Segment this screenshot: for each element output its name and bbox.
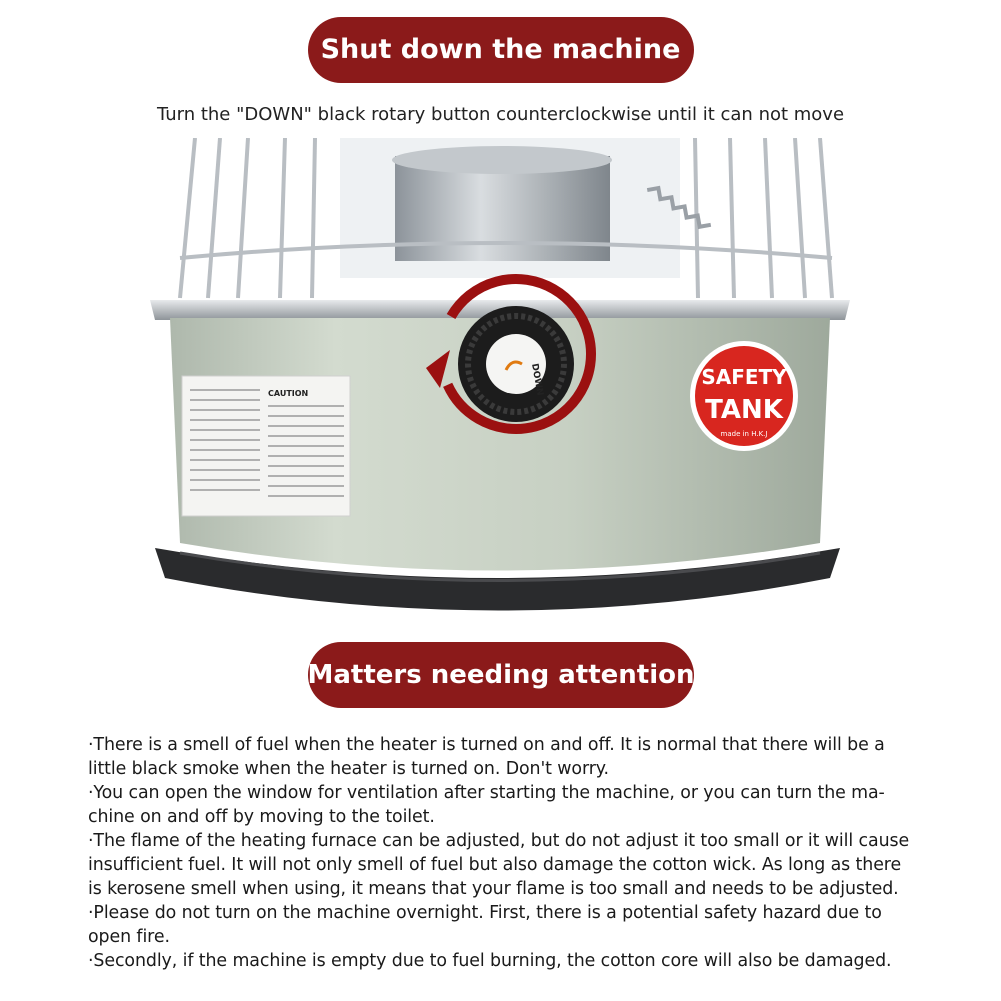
- sticker-made-text: made in H.K.J: [720, 430, 768, 438]
- knob-label: DOWN: [529, 362, 545, 397]
- note-item: ·Secondly, if the machine is empty due to fuel burning, the cotton core will also be damaged.: [88, 951, 892, 971]
- section-title-pill: [308, 642, 694, 708]
- instruction-text: Turn the "DOWN" black rotary button counterclockwise until it can not move: [156, 104, 845, 125]
- sticker-safety-text: SAFETY: [701, 365, 787, 389]
- attention-notes: [88, 733, 918, 973]
- note-item: ·You can open the window for ventilation after starting the machine, or you can turn the ma- chine on and off by moving to the toilet.: [88, 783, 885, 827]
- caution-title: CAUTION: [268, 389, 309, 398]
- note-item: ·Please do not turn on the machine overnight. First, there is a potential safety hazard due to open fire.: [88, 903, 882, 947]
- note-item: ·The flame of the heating furnace can be adjusted, but do not adjust it too small or it will cause insufficient fuel. It will not only smell of fuel but also damage the cotton wick. As long as there is kerosene smell when using, it means that your flame is too small and needs to be adjusted.: [88, 831, 910, 899]
- sticker-tank-text: TANK: [705, 395, 783, 425]
- heater-photo: [140, 138, 860, 633]
- header-title-pill: [308, 17, 694, 83]
- note-item: ·There is a smell of fuel when the heater is turned on and off. It is normal that there will be a little black smoke when the heater is turned on. Don't worry.: [88, 735, 885, 779]
- section-title: Matters needing attention: [307, 660, 695, 690]
- header-title: Shut down the machine: [320, 34, 681, 65]
- burner-drum-top: [392, 146, 612, 174]
